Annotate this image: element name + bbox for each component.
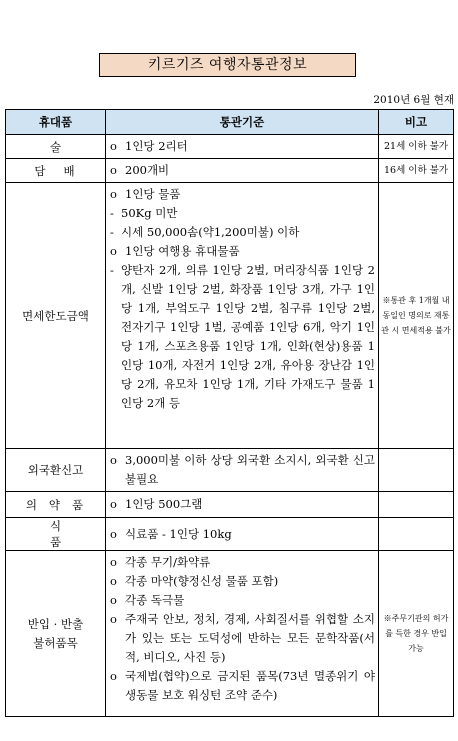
bullet-icon: o [110, 187, 117, 201]
header-note: 비고 [379, 110, 454, 135]
category-line: 반입 · 반출 [27, 616, 84, 631]
table-row [6, 135, 454, 159]
row-note [379, 518, 454, 551]
row-standard: o 1인당 물품 - 50Kg 미만 - 시세 50,000솜(약1,200미불) 이하 o 1인당 여행용 휴대물품 - 양탄자 2개, 의류 1인당 2벌, 머리장식품 1인당 2개, 신발 1인당 2벌, 화장품 1인당 3개, 가구 1인당 1개, 부엌도구 1인당 2벌, 침구류 1인당 2벌, 전자기구 1인당 1벌, 공예품 1인당 6개, 악기 1인당 1개, 스포츠용품 1인당 1개, 인화(현상)용품 1인당 10개, 자전거 1인당 2개, 유아용 장난감 1인당 2개, 유모차 1인당 1개, 기타 가재도구 물품 1인당 2개 등 [106, 183, 379, 449]
row-standard: o 3,000미불 이하 상당 외국환 소지시, 외국환 신고 불필요 [106, 449, 379, 492]
customs-table [5, 109, 454, 717]
row-standard: o 1인당 500그램 [106, 492, 379, 518]
table-header-row [6, 110, 454, 135]
row-standard: o 1인당 2리터 [106, 135, 379, 159]
row-note [379, 492, 454, 518]
row-category: 의약품 [6, 492, 106, 518]
dash-icon: - [110, 206, 114, 220]
table-row [6, 492, 454, 518]
table-row [6, 518, 454, 551]
row-category: 식품 [6, 518, 106, 551]
bullet-icon: o [110, 244, 117, 258]
bullet-icon: o [110, 497, 117, 511]
row-standard: o 각종 무기/화약류 o 각종 마약(향정신성 물품 포함) o 각종 독극물 o 주재국 안보, 정치, 경제, 사회질서를 위협할 소지가 있는 또는 도덕성에 반하는 모든 문학작품(서적, 비디오, 사진 등) o 국제법(협약)으로 금지된 품목(73년 멸종위기 야생동물 보호 워싱턴 조약 준수) [106, 551, 379, 717]
row-category: 담배 [6, 159, 106, 183]
row-category: 외국환신고 [6, 449, 106, 492]
row-note: 16세 이하 불가 [379, 159, 454, 183]
row-note: 21세 이하 불가 [379, 135, 454, 159]
row-standard: o 200개비 [106, 159, 379, 183]
bullet-icon: o [110, 139, 117, 153]
bullet-icon: o [110, 612, 117, 626]
bullet-icon: o [110, 526, 117, 541]
row-category: 면세한도금액 [6, 183, 106, 449]
table-row [6, 551, 454, 717]
bullet-icon: o [110, 574, 117, 588]
row-category: 술 [6, 135, 106, 159]
bullet-icon: o [110, 669, 117, 683]
page-title: 키르기즈 여행자통관정보 [99, 53, 356, 77]
row-standard: o 식료품 - 1인당 10kg [106, 518, 379, 551]
dash-icon: - [110, 263, 114, 277]
category-line: 불허품목 [33, 635, 78, 650]
row-note: ※통관 후 1개월 내 동일인 명의로 재통관 시 면세적용 불가 [379, 183, 454, 449]
bullet-icon: o [110, 593, 117, 607]
bullet-icon: o [110, 453, 117, 467]
table-row [6, 159, 454, 183]
row-category [6, 551, 106, 717]
table-row [6, 183, 454, 449]
bullet-icon: o [110, 555, 117, 569]
date-label: 2010년 6월 현재 [373, 94, 454, 106]
dash-icon: - [110, 225, 114, 239]
header-item: 휴대품 [6, 110, 106, 135]
row-note [379, 449, 454, 492]
bullet-icon: o [110, 163, 117, 177]
header-standard: 통관기준 [106, 110, 379, 135]
row-note: ※주무기관의 허가를 득한 경우 반입 가능 [379, 551, 454, 717]
table-row [6, 449, 454, 492]
